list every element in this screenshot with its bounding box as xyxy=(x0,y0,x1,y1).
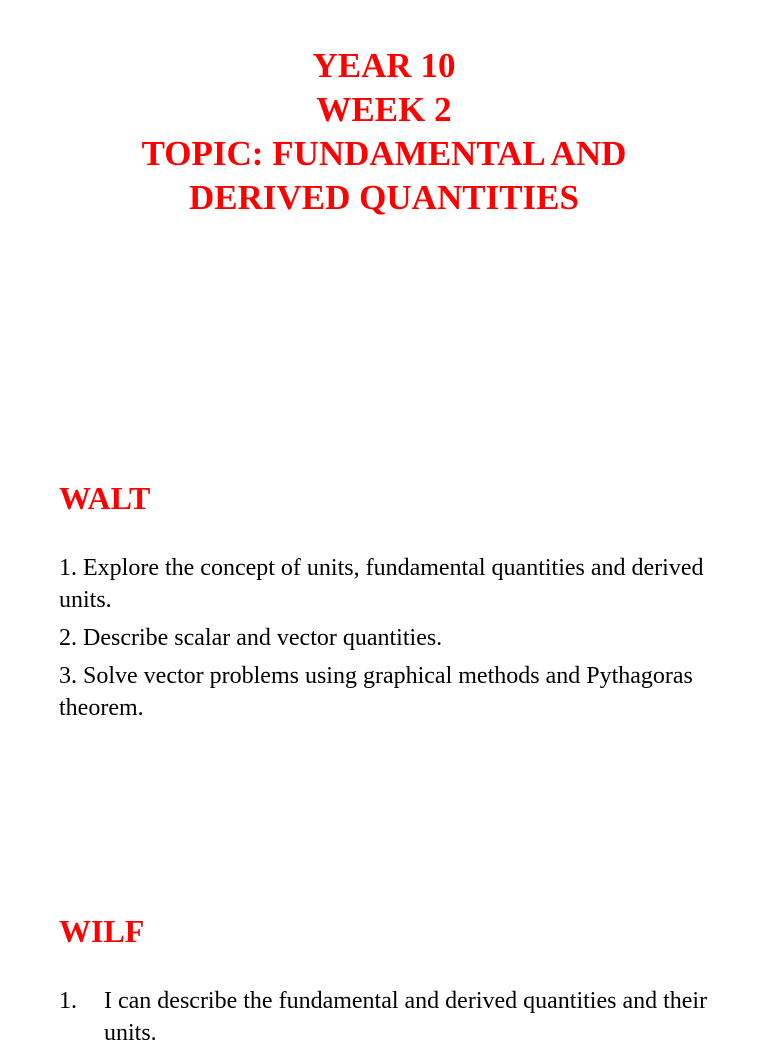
walt-objectives-list xyxy=(59,552,719,730)
wilf-criteria-list xyxy=(59,985,719,1049)
walt-objective-2: 2. Describe scalar and vector quantities. xyxy=(59,625,443,651)
wilf-heading: WILF xyxy=(59,913,145,949)
title-line-topic: TOPIC: FUNDAMENTAL AND xyxy=(141,134,627,173)
walt-objective-1: 1. Explore the concept of units, fundamental quantities and derived units. xyxy=(59,555,704,613)
wilf-item-number: 1. xyxy=(59,988,77,1014)
title-line-topic-continued: DERIVED QUANTITIES xyxy=(189,178,579,217)
walt-objective-3: 3. Solve vector problems using graphical methods and Pythagoras theorem. xyxy=(59,663,693,721)
wilf-item-text: I can describe the fundamental and derived quantities and their units. xyxy=(104,988,708,1046)
walt-heading: WALT xyxy=(59,480,151,516)
wilf-item-1 xyxy=(59,985,719,1049)
page-title xyxy=(0,44,768,220)
title-line-year: YEAR 10 xyxy=(312,46,456,85)
title-line-week: WEEK 2 xyxy=(316,90,452,129)
